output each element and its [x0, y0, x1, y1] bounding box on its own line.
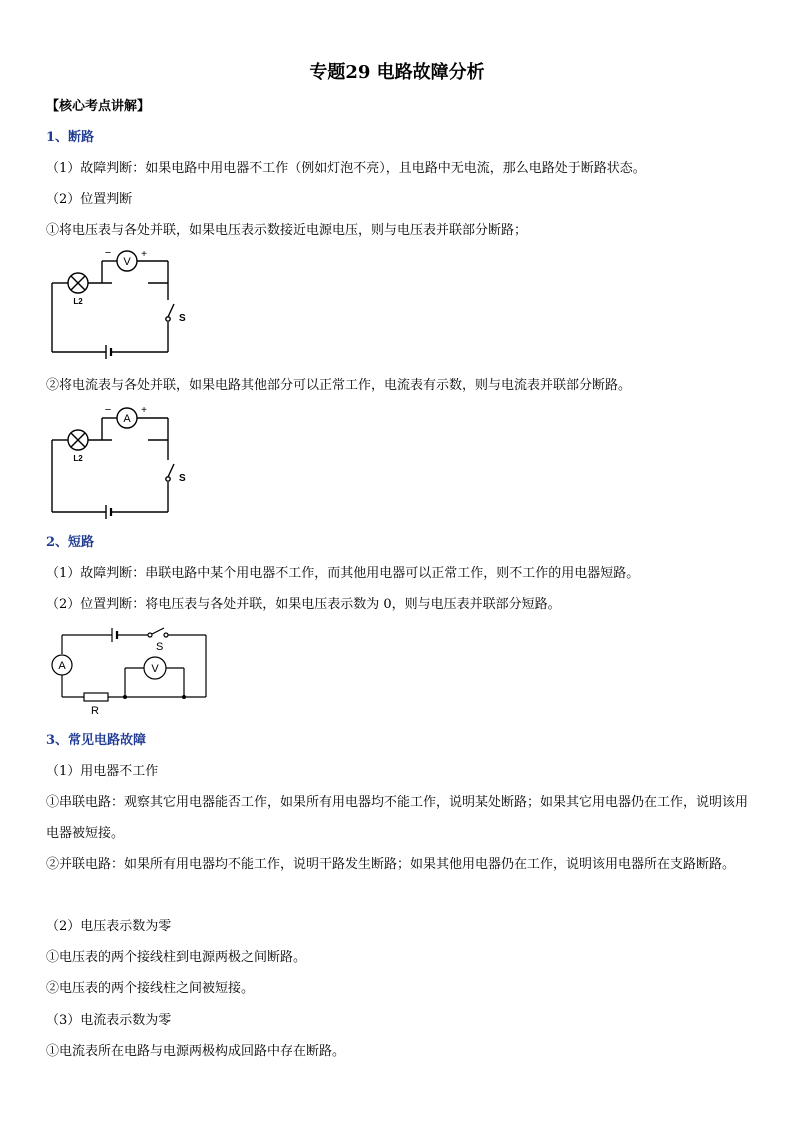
paragraph: （2）电压表示数为零	[46, 919, 172, 934]
ammeter-open-circuit-diagram	[44, 402, 214, 522]
paragraph: （2）位置判断：将电压表与各处并联，如果电压表示数为 0，则与电压表并联部分短路。	[46, 597, 561, 612]
meter-label: V	[123, 256, 131, 268]
core-heading: 【核心考点讲解】	[46, 99, 151, 114]
minus-label: −	[104, 404, 112, 416]
paragraph: （1）用电器不工作	[46, 764, 159, 779]
section-heading-common-faults: 3、常见电路故障	[46, 733, 147, 748]
plus-label: +	[141, 405, 147, 416]
ammeter-label: A	[58, 660, 66, 672]
page-title: 专题29 电路故障分析	[309, 62, 485, 83]
switch-icon	[166, 317, 170, 321]
switch-icon	[148, 633, 152, 637]
paragraph: ①串联电路：观察其它用电器能否工作，如果所有用电器均不能工作，说明某处断路；如果其它用电器仍在工作，说明该用电器被短接。	[46, 795, 749, 841]
paragraph: （1）故障判断：如果电路中用电器不工作（例如灯泡不亮），且电路中无电流，那么电路处于断路状态。	[46, 161, 646, 176]
paragraph: ①将电压表与各处并联，如果电压表示数接近电源电压，则与电压表并联部分断路；	[46, 223, 528, 238]
short-circuit-diagram	[44, 624, 214, 718]
plus-label: +	[141, 249, 147, 260]
voltmeter-open-circuit-diagram	[44, 246, 214, 362]
paragraph: （1）故障判断：串联电路中某个用电器不工作，而其他用电器可以正常工作，则不工作的用电器短路。	[46, 566, 640, 581]
paragraph: ①电流表所在电路与电源两极构成回路中存在断路。	[46, 1044, 346, 1059]
switch-icon	[166, 477, 170, 481]
paragraph: ②电压表的两个接线柱之间被短接。	[46, 981, 255, 996]
section-heading-open-circuit: 1、断路	[46, 130, 95, 145]
lamp-label: L2	[73, 454, 83, 463]
resistor-icon	[84, 693, 108, 701]
minus-label: −	[104, 247, 112, 259]
section-heading-short-circuit: 2、短路	[46, 535, 95, 550]
voltmeter-label: V	[151, 663, 159, 675]
meter-label: A	[123, 413, 131, 425]
paragraph: ②并联电路：如果所有用电器均不能工作，说明干路发生断路；如果其他用电器仍在工作，说明该用电器所在支路断路。	[46, 857, 736, 872]
switch-label: S	[179, 473, 186, 484]
paragraph: （3）电流表示数为零	[46, 1013, 172, 1028]
resistor-label: R	[91, 705, 99, 717]
paragraph: ②将电流表与各处并联，如果电路其他部分可以正常工作，电流表有示数，则与电流表并联部分断路。	[46, 378, 632, 393]
paragraph: （2）位置判断	[46, 192, 133, 207]
paragraph: ①电压表的两个接线柱到电源两极之间断路。	[46, 950, 307, 965]
switch-label: S	[179, 313, 186, 324]
switch-label: S	[156, 641, 164, 653]
lamp-label: L2	[73, 297, 83, 306]
